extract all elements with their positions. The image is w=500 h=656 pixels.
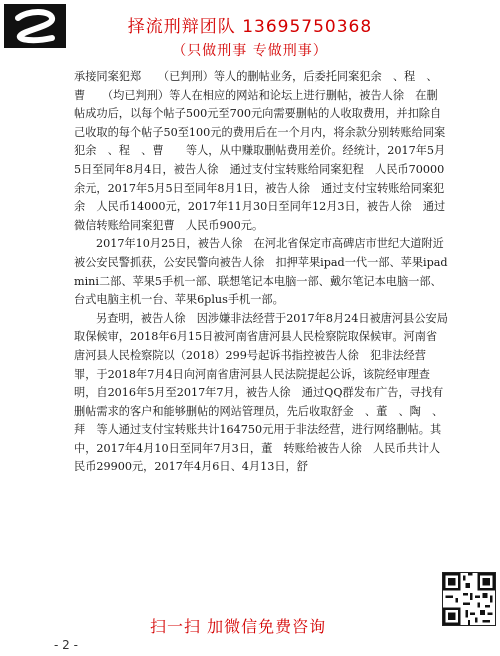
qr-code-icon[interactable] xyxy=(442,572,496,626)
page-number: - 2 - xyxy=(54,638,78,652)
paragraph-3: 另查明，被告人徐 因涉嫌非法经营于2017年8月24日被唐河县公安局取保候审，2018年6月15日被河南省唐河县人民检察院取保候审。河南省唐河县人民检察院以（2018）299号起诉书指控被告人徐 犯非法经营罪，于2018年7月4日向河南省唐河县人民法院提起公诉，该院经审理查明，自2016年5月至2017年7月，被告人徐 通过QQ群发布广告，寻找有删帖需求的客户和能够删帖的网站管理员，先后收取舒金 、董 、陶 、拜 等人通过支付宝转账共计164750元用于非法经营，进行网络删帖。其中，2017年4月10日至同年7月3日，董 转账给被告人徐 人民币共计人民币29900元，2017年4月6日、4月13日，舒 xyxy=(74,311,448,474)
wechat-consult-cta: 扫一扫 加微信免费咨询 xyxy=(150,617,327,636)
paragraph-1: 承接同案犯郑 （已判刑）等人的删帖业务，后委托同案犯余 、程 、曹 （均已判刑）等人在相应的网站和论坛上进行删帖，被告人徐 在删帖成功后，以每个帖子500元至700元向需要删帖的人收取费用，并扣除自己收取的每个帖子50至100元的费用后在一个月内，将余款分别转账给同案犯余 、程 、曹 等人，从中赚取删帖费用差价。经统计，2017年5月5日至同年8月4日，被告人徐 通过支付宝转账给同案犯程 人民币70000余元，2017年5月5日至同年8月1日，被告人徐 通过支付宝转账给同案犯余 人民币14000元，2017年11月30日至同年12月3日，被告人徐 通过微信转账给同案犯曹 人民币900元。 xyxy=(74,70,446,232)
document-body xyxy=(74,68,448,477)
header-subtitle: （只做刑事 专做刑事） xyxy=(172,43,328,59)
header-title: 择流刑辩团队 13695750368 xyxy=(127,17,373,37)
paragraph-2: 2017年10月25日，被告人徐 在河北省保定市高碑店市世纪大道附近被公安民警抓获，公安民警向被告人徐 扣押苹果ipad一代一部、苹果ipad mini二部、苹果5手机一部、联想笔记本电脑一部、戴尔笔记本电脑一部、台式电脑主机一台、苹果6plus手机一部。 xyxy=(74,237,448,307)
